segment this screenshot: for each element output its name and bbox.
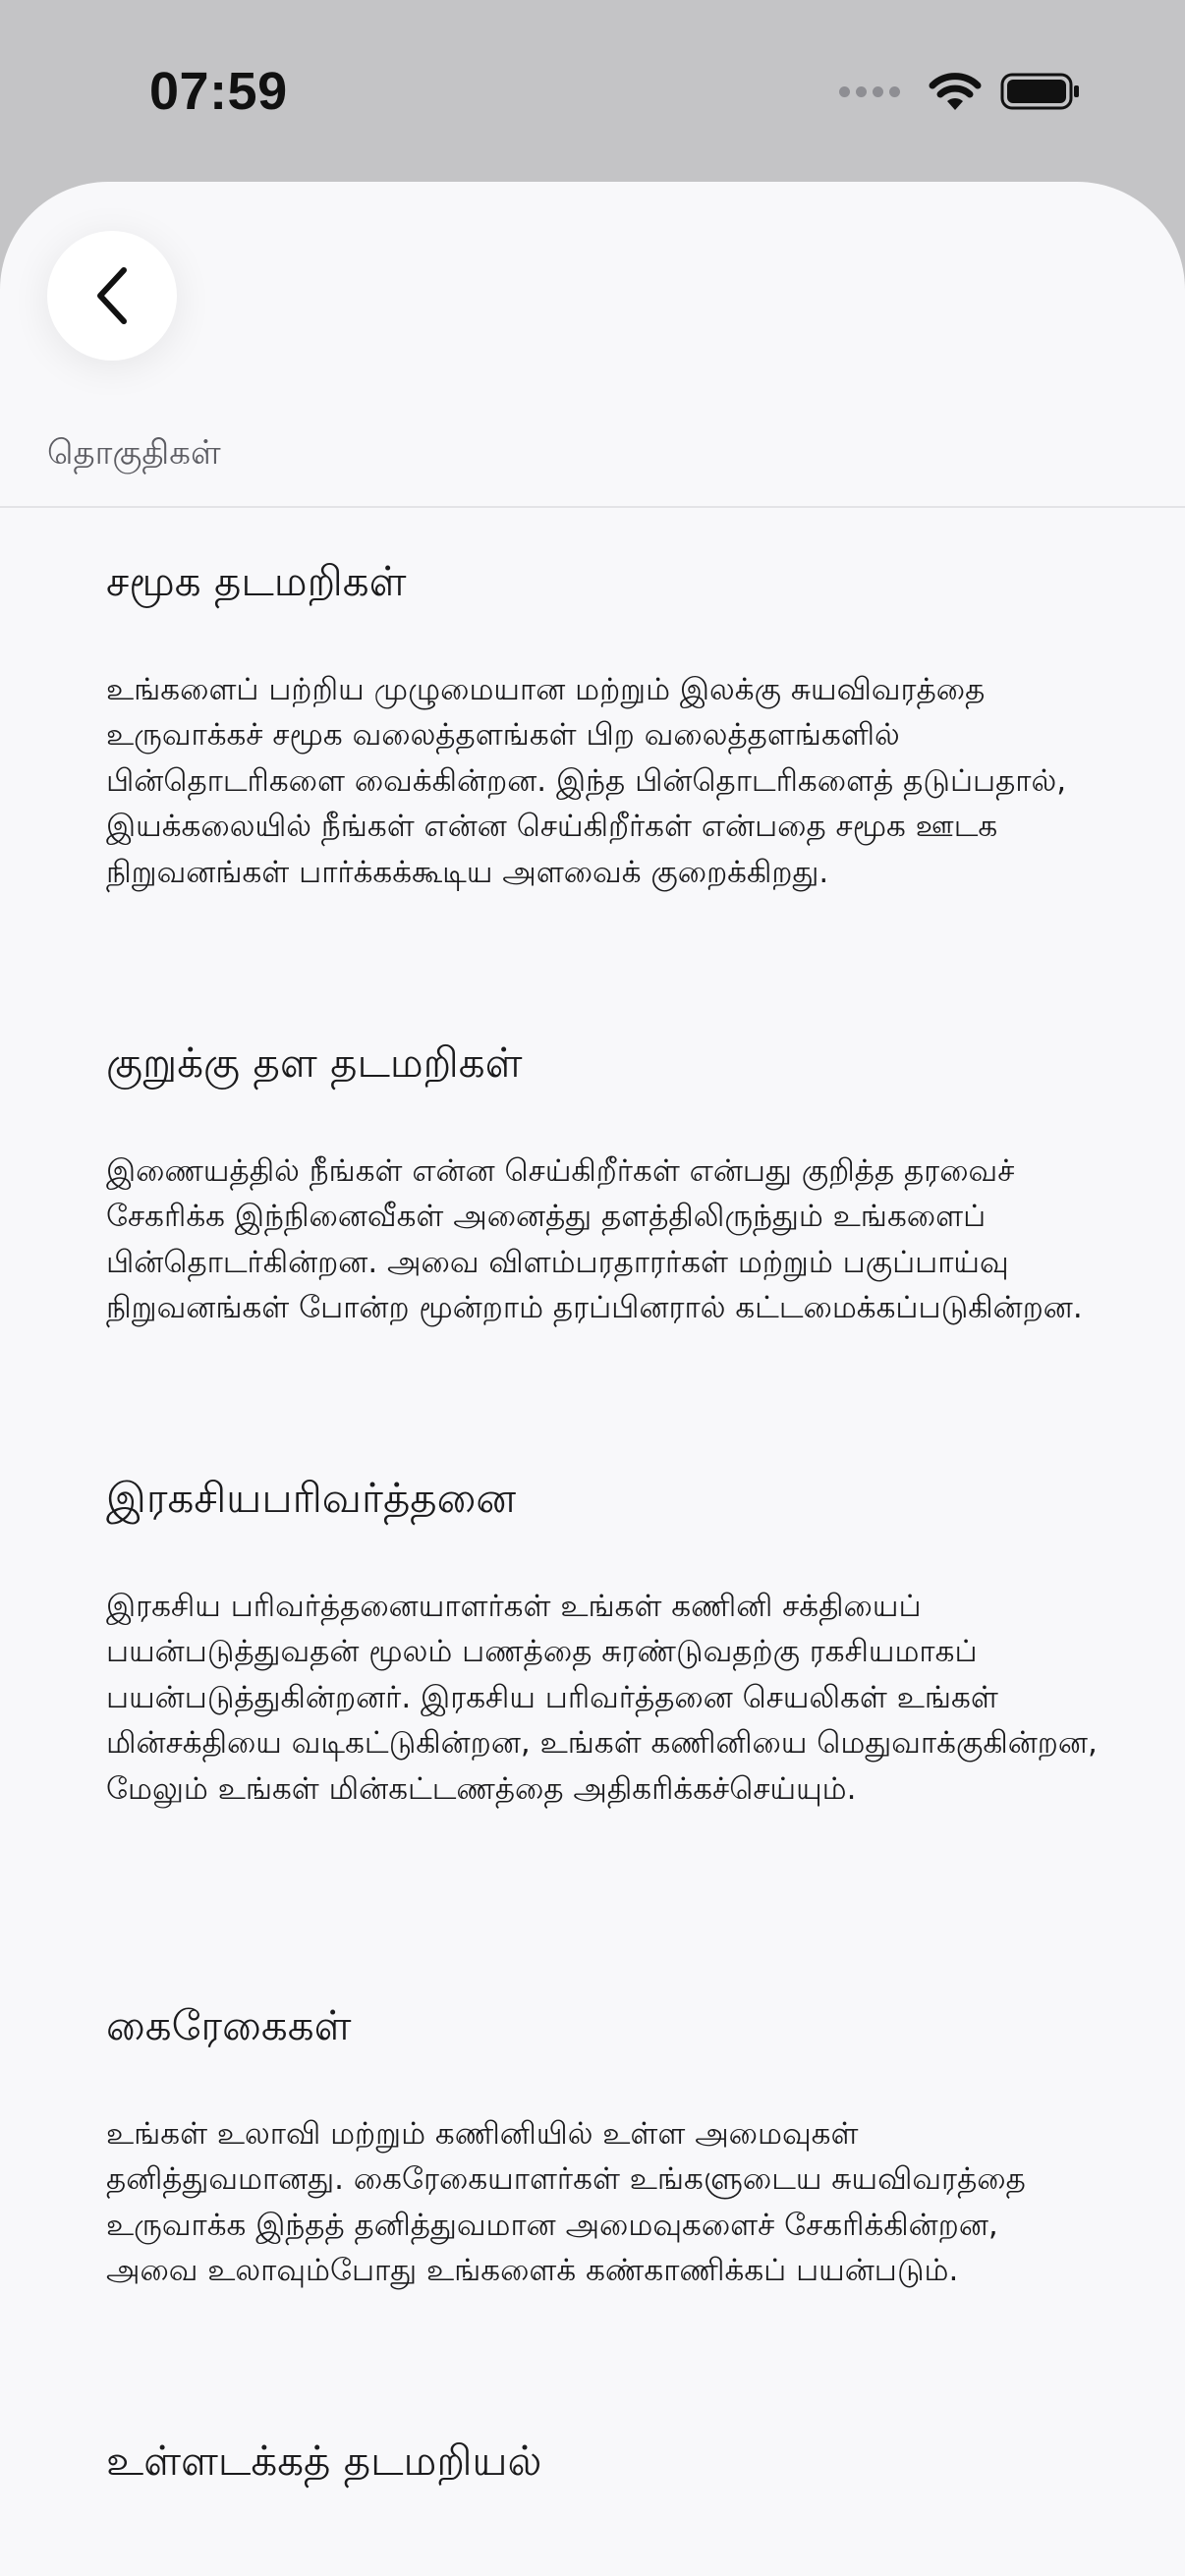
section-social-trackers xyxy=(106,555,1099,895)
modal-sheet xyxy=(0,182,1185,2576)
battery-icon xyxy=(1000,71,1081,112)
status-time: 07:59 xyxy=(149,62,288,121)
section-title: கைரேகைகள் xyxy=(106,2001,352,2049)
section-cross-site-trackers xyxy=(106,1036,1099,1331)
section-fingerprinters xyxy=(106,1999,1099,2294)
nav-title: தொகுதிகள் xyxy=(47,433,221,473)
section-body: உங்களைப் பற்றிய முழுமையான மற்றும் இலக்கு சுயவிவரத்தை உருவாக்கச் சமூக வலைத்தளங்கள் பிற வலைத்தளங்களில் பின்தொடரிகளை வைக்கின்றன. இந்த பின்தொடரிகளைத் தடுப்பதால், இயக்கலையில் நீங்கள் என்ன செய்கிறீர்கள் என்பதை சமூக ஊடக நிறுவனங்கள் பார்க்கக்கூடிய அளவைக் குறைக்கிறது. xyxy=(106,671,1067,890)
wifi-icon xyxy=(928,71,983,112)
section-body: உங்கள் உலாவி மற்றும் கணினியில் உள்ள அமைவுகள் தனித்துவமானது. கைரேகையாளர்கள் உங்களுடைய சுயவிவரத்தை உருவாக்க இந்தத் தனித்துவமான அமைவுகளைச் சேகரிக்கின்றன, அவை உலாவும்போது உங்களைக் கண்காணிக்கப் பயன்படும். xyxy=(106,2115,1026,2289)
section-title: உள்ளடக்கத் தடமறியல் xyxy=(106,2436,542,2485)
section-body: இணையத்தில் நீங்கள் என்ன செய்கிறீர்கள் என்பது குறித்த தரவைச் சேகரிக்க இந்நினைவீகள் அனைத்து தளத்திலிருந்தும் உங்களைப் பின்தொடர்கின்றன. அவை விளம்பரதாரர்கள் மற்றும் பகுப்பாய்வு நிறுவனங்கள் போன்ற மூன்றாம் தரப்பினரால் கட்டமைக்கப்படுகின்றன. xyxy=(106,1152,1083,1326)
section-body: இரகசிய பரிவர்த்தனையாளர்கள் உங்கள் கணினி சக்தியைப் பயன்படுத்துவதன் மூலம் பணத்தை சுரண்டுவதற்கு ரகசியமாகப் பயன்படுத்துகின்றனர். இரகசிய பரிவர்த்தனை செயலிகள் உங்கள் மின்சக்தியை வடிகட்டுகின்றன, உங்கள் கணினியை மெதுவாக்குகின்றன, மேலும் உங்கள் மின்கட்டணத்தை அதிகரிக்கச்செய்யும். xyxy=(106,1588,1098,1807)
section-title: குறுக்கு தள தடமறிகள் xyxy=(106,1038,523,1087)
section-tracking-content xyxy=(106,2435,541,2489)
status-icons xyxy=(839,71,1081,112)
section-title: சமூக தடமறிகள் xyxy=(106,557,407,605)
cellular-signal-icon xyxy=(839,86,900,97)
back-button[interactable] xyxy=(47,231,177,361)
section-title: இரகசியபரிவர்த்தனை xyxy=(106,1474,517,1522)
section-cryptominers xyxy=(106,1472,1099,1812)
header-divider xyxy=(0,506,1185,508)
status-bar xyxy=(0,0,1185,182)
chevron-left-icon xyxy=(90,264,134,327)
